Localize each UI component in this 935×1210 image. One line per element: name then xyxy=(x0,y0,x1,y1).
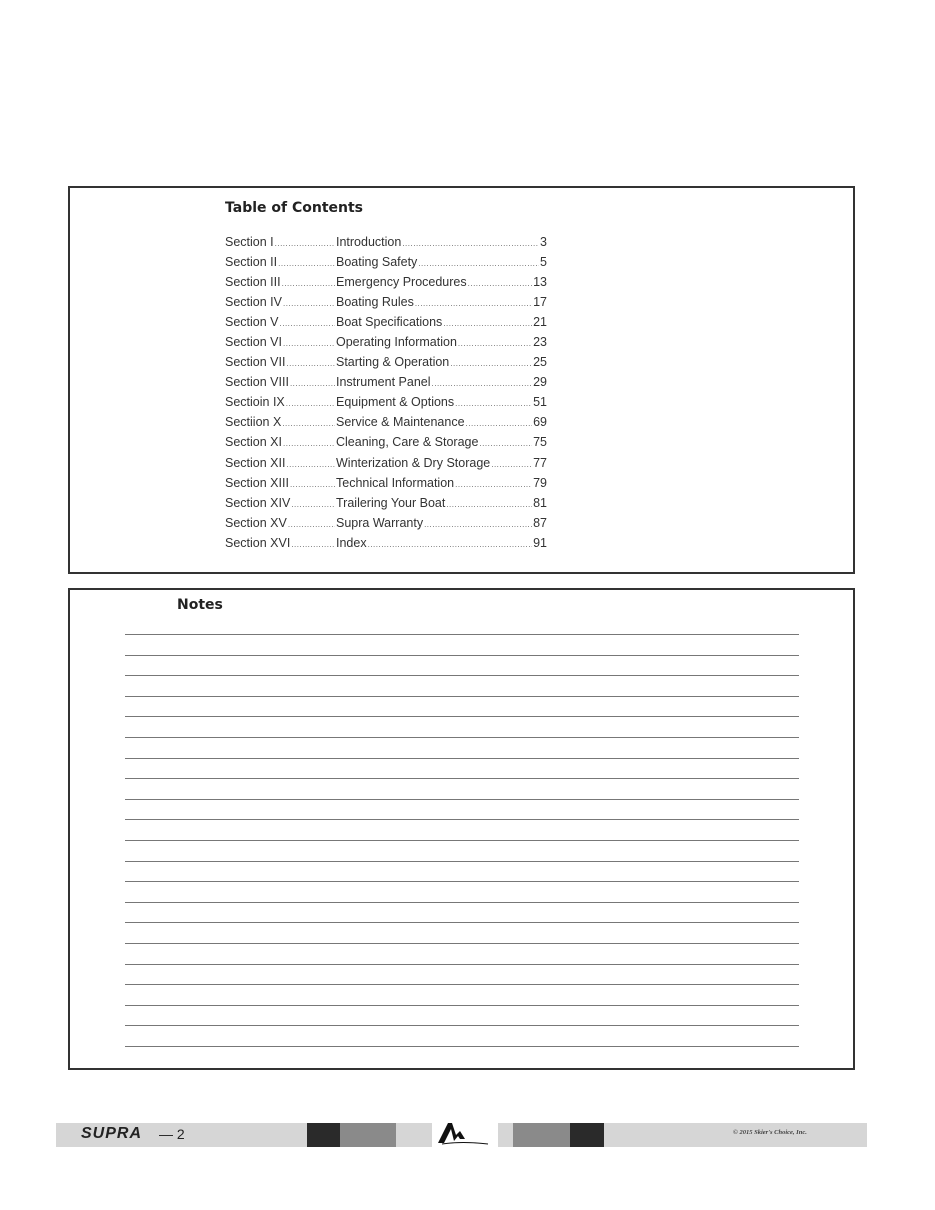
toc-section-label: Section XIII xyxy=(225,475,289,490)
footer-mid-block-right xyxy=(513,1123,570,1147)
toc-entry xyxy=(225,275,547,295)
toc-page-number: 87 xyxy=(533,515,547,530)
toc-leader-dots xyxy=(282,279,335,288)
toc-page-number: 23 xyxy=(533,335,547,350)
toc-section-title: Starting & Operation xyxy=(336,355,450,370)
toc-section-label: Section II xyxy=(225,255,278,270)
toc-leader-dots xyxy=(283,339,335,348)
toc-entry xyxy=(225,395,547,415)
toc-leader-dots xyxy=(290,480,335,489)
toc-entry xyxy=(225,335,547,355)
toc-page-number: 25 xyxy=(533,355,547,370)
copyright-text: © 2015 Skier's Choice, Inc. xyxy=(733,1129,807,1136)
toc-page-number: 51 xyxy=(533,395,547,410)
footer-dark-block-left xyxy=(307,1123,340,1147)
toc-page-number: 13 xyxy=(533,275,547,290)
note-rule-line xyxy=(125,861,799,862)
note-rule-line xyxy=(125,696,799,697)
toc-leader-dots xyxy=(479,439,532,448)
toc-entry xyxy=(225,355,547,375)
toc-leader-dots xyxy=(286,399,335,408)
toc-leader-dots xyxy=(458,339,532,348)
toc-page-number: 79 xyxy=(533,475,547,490)
note-rule-line xyxy=(125,1005,799,1006)
toc-leader-dots xyxy=(432,379,533,388)
toc-entry xyxy=(225,255,547,275)
note-rule-line xyxy=(125,675,799,676)
toc-section-title: Boat Specifications xyxy=(336,315,443,330)
toc-section-label: Section IV xyxy=(225,295,282,310)
toc-leader-dots xyxy=(282,419,335,428)
toc-section-label: Section XI xyxy=(225,435,282,450)
note-rule-line xyxy=(125,984,799,985)
note-rule-line xyxy=(125,1025,799,1026)
toc-section-label: Section VIII xyxy=(225,375,289,390)
toc-leader-dots xyxy=(278,259,335,268)
toc-page-number: 21 xyxy=(533,315,547,330)
toc-section-title: Introduction xyxy=(336,235,402,249)
toc-section-title: Service & Maintenance xyxy=(336,415,465,430)
note-rule-line xyxy=(125,634,799,635)
toc-leader-dots xyxy=(275,239,335,248)
toc-page-number: 29 xyxy=(533,375,547,390)
toc-page-number: 75 xyxy=(533,435,547,450)
note-rule-line xyxy=(125,799,799,800)
toc-page-number: 17 xyxy=(533,295,547,310)
toc-section-label: Section XVI xyxy=(225,535,291,550)
toc-entry xyxy=(225,375,547,395)
toc-leader-dots xyxy=(286,460,335,469)
toc-leader-dots xyxy=(418,259,539,268)
toc-leader-dots xyxy=(368,540,533,549)
toc-section-title: Index xyxy=(336,535,367,550)
toc-section-title: Equipment & Options xyxy=(336,395,455,410)
toc-section-label: Section III xyxy=(225,275,281,290)
toc-section-title: Cleaning, Care & Storage xyxy=(336,435,479,450)
toc-leader-dots xyxy=(468,279,532,288)
footer-dark-block-right xyxy=(570,1123,604,1147)
toc-leader-dots xyxy=(402,239,539,248)
toc-leader-dots xyxy=(291,540,335,549)
toc-leader-dots xyxy=(446,500,532,509)
note-rule-line xyxy=(125,716,799,717)
toc-entry xyxy=(225,476,547,496)
toc-leader-dots xyxy=(455,399,532,408)
note-rule-line xyxy=(125,881,799,882)
toc-section-label: Section I xyxy=(225,235,274,249)
toc-leader-dots xyxy=(291,500,335,509)
toc-leader-dots xyxy=(283,299,335,308)
toc-section-label: Section XII xyxy=(225,455,286,470)
toc-leader-dots xyxy=(466,419,533,428)
supra-a-logo-icon xyxy=(432,1117,498,1147)
toc-section-title: Technical Information xyxy=(336,475,455,490)
footer-mid-block-left xyxy=(340,1123,396,1147)
note-rule-line xyxy=(125,902,799,903)
toc-section-title: Supra Warranty xyxy=(336,515,424,530)
toc-section-title: Boating Rules xyxy=(336,295,414,310)
toc-section-title: Boating Safety xyxy=(336,255,418,270)
toc-section-label: Section XV xyxy=(225,515,287,530)
toc-section-label: Sectiion X xyxy=(225,415,282,430)
toc-entry xyxy=(225,456,547,476)
toc-leader-dots xyxy=(290,379,335,388)
toc-section-label: Sectioin IX xyxy=(225,395,285,410)
toc-entry xyxy=(225,415,547,435)
toc-page-number: 77 xyxy=(533,455,547,470)
table-of-contents-panel xyxy=(68,186,855,574)
toc-section-label: Section XIV xyxy=(225,495,291,510)
toc-page-number: 69 xyxy=(533,415,547,430)
note-rule-line xyxy=(125,964,799,965)
note-rule-line xyxy=(125,922,799,923)
toc-section-title: Emergency Procedures xyxy=(336,275,467,290)
toc-leader-dots xyxy=(283,439,335,448)
note-rule-line xyxy=(125,840,799,841)
toc-leader-dots xyxy=(450,359,532,368)
toc-page-number: 5 xyxy=(540,255,547,270)
toc-entry xyxy=(225,295,547,315)
toc-entry xyxy=(225,315,547,335)
toc-section-title: Trailering Your Boat xyxy=(336,495,446,510)
toc-title: Table of Contents xyxy=(225,200,364,216)
toc-list xyxy=(225,235,547,556)
toc-leader-dots xyxy=(415,299,532,308)
toc-leader-dots xyxy=(455,480,532,489)
note-rule-line xyxy=(125,778,799,779)
toc-entry xyxy=(225,435,547,455)
toc-leader-dots xyxy=(424,520,532,529)
toc-page-number: 3 xyxy=(540,235,547,249)
note-rule-line xyxy=(125,819,799,820)
note-rule-line xyxy=(125,737,799,738)
toc-leader-dots xyxy=(286,359,335,368)
toc-section-title: Instrument Panel xyxy=(336,375,431,390)
notes-title: Notes xyxy=(177,597,223,613)
brand-name: SUPRA xyxy=(81,1125,143,1142)
note-rule-line xyxy=(125,943,799,944)
page-number: — 2 xyxy=(159,1126,185,1142)
toc-entry xyxy=(225,496,547,516)
toc-section-title: Operating Information xyxy=(336,335,457,350)
toc-leader-dots xyxy=(491,460,532,469)
toc-leader-dots xyxy=(443,319,532,328)
note-rule-line xyxy=(125,1046,799,1047)
toc-section-label: Section V xyxy=(225,315,279,330)
toc-section-label: Section VI xyxy=(225,335,282,350)
toc-entry xyxy=(225,536,547,556)
note-rule-line xyxy=(125,655,799,656)
toc-section-title: Winterization & Dry Storage xyxy=(336,455,491,470)
toc-leader-dots xyxy=(288,520,335,529)
toc-section-label: Section VII xyxy=(225,355,286,370)
toc-entry xyxy=(225,235,547,255)
toc-leader-dots xyxy=(280,319,335,328)
toc-page-number: 91 xyxy=(533,535,547,550)
notes-panel xyxy=(68,588,855,1070)
note-rule-line xyxy=(125,758,799,759)
toc-page-number: 81 xyxy=(533,495,547,510)
page-footer xyxy=(56,1123,867,1147)
toc-entry xyxy=(225,516,547,536)
